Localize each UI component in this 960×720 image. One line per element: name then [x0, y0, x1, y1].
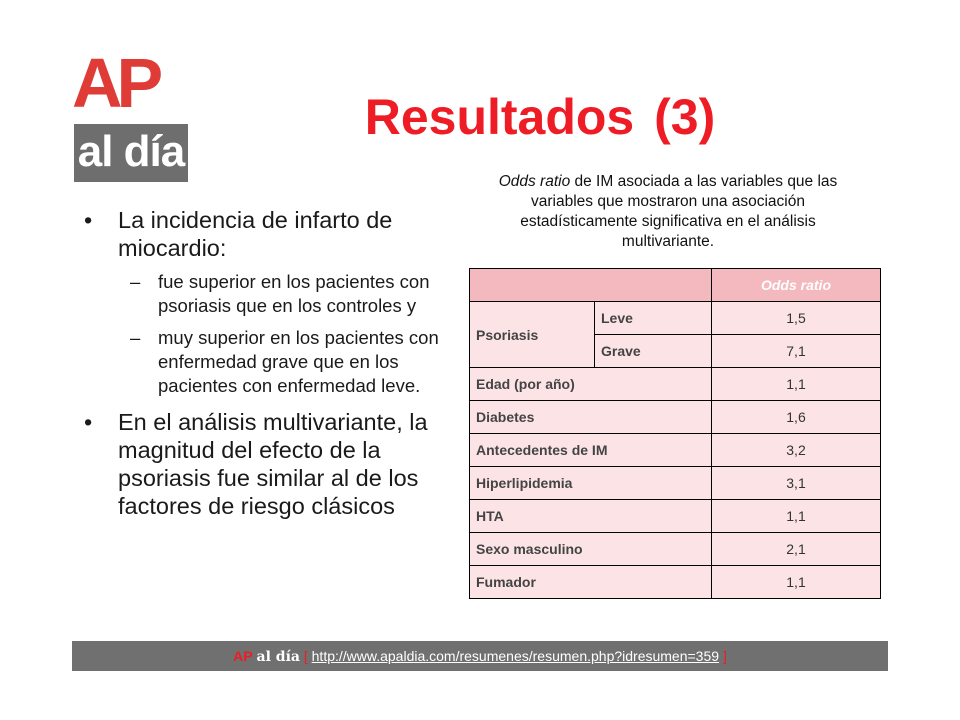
row-label: Sexo masculino	[470, 533, 712, 566]
sub-bullet-item	[84, 270, 474, 318]
table-row	[470, 533, 881, 566]
footer-open-bracket: [	[303, 648, 308, 664]
table-row	[470, 434, 881, 467]
ap-al-dia-logo	[72, 44, 190, 184]
odds-ratio-table	[469, 268, 881, 599]
footer-bar	[72, 641, 888, 671]
header-odds-ratio: Odds ratio	[712, 269, 881, 302]
caption-rest: de IM asociada a las variables que las variables que mostraron una asociación estadísticamente significativa en el análisis multivariante.	[520, 173, 838, 250]
table-row	[470, 302, 881, 335]
row-label: Hiperlipidemia	[470, 467, 712, 500]
sub-bullet-dash: –	[130, 327, 141, 348]
sub-bullet-text: fue superior en los pacientes con psoriasis que en los controles y	[158, 271, 430, 316]
bullet-item	[84, 408, 474, 520]
sub-bullet-dash: –	[130, 271, 141, 292]
row-label: HTA	[470, 500, 712, 533]
bullet-text: En el análisis multivariante, la magnitud del efecto de la psoriasis fue similar al de los factores de riesgo clásicos	[118, 409, 428, 519]
row-label: Leve	[595, 302, 712, 335]
footer-brand-ap: AP	[233, 648, 253, 664]
table-header-row	[470, 269, 881, 302]
table-row	[470, 401, 881, 434]
bullet-dot: •	[84, 207, 93, 233]
slide-title: Resultados (3)	[364, 89, 716, 145]
bullet-text: La incidencia de infarto de miocardio:	[118, 207, 393, 261]
bullet-dot: •	[84, 409, 93, 435]
row-label: Edad (por año)	[470, 368, 712, 401]
caption-italic: Odds ratio	[498, 173, 571, 190]
row-value: 2,1	[712, 533, 881, 566]
row-value: 1,1	[712, 566, 881, 599]
psoriasis-label: Psoriasis	[470, 302, 595, 368]
footer-brand-al-dia: al día	[256, 649, 300, 665]
row-value: 3,1	[712, 467, 881, 500]
sub-bullet-list	[84, 270, 474, 398]
row-value: 3,2	[712, 434, 881, 467]
row-value: 1,6	[712, 401, 881, 434]
header-empty-cell	[470, 269, 712, 302]
table-row	[470, 467, 881, 500]
footer-close-bracket: ]	[722, 648, 727, 664]
footer-url-link[interactable]: http://www.apaldia.com/resumenes/resumen.php?idresumen=359	[311, 648, 720, 664]
row-value: 1,1	[712, 368, 881, 401]
table-row	[470, 368, 881, 401]
logo-al-dia-box: al día	[74, 124, 188, 182]
row-label: Diabetes	[470, 401, 712, 434]
sub-bullet-text: muy superior en los pacientes con enfermedad grave que en los pacientes con enfermedad leve.	[158, 327, 439, 396]
sub-bullet-item	[84, 326, 474, 398]
row-label: Fumador	[470, 566, 712, 599]
table-row	[470, 566, 881, 599]
row-value: 1,1	[712, 500, 881, 533]
row-value: 7,1	[712, 335, 881, 368]
bullet-list	[84, 206, 474, 520]
table-caption	[478, 172, 858, 252]
logo-ap-text: AP	[72, 44, 158, 122]
row-label: Grave	[595, 335, 712, 368]
bullet-item	[84, 206, 474, 262]
table-row	[470, 500, 881, 533]
row-value: 1,5	[712, 302, 881, 335]
row-label: Antecedentes de IM	[470, 434, 712, 467]
